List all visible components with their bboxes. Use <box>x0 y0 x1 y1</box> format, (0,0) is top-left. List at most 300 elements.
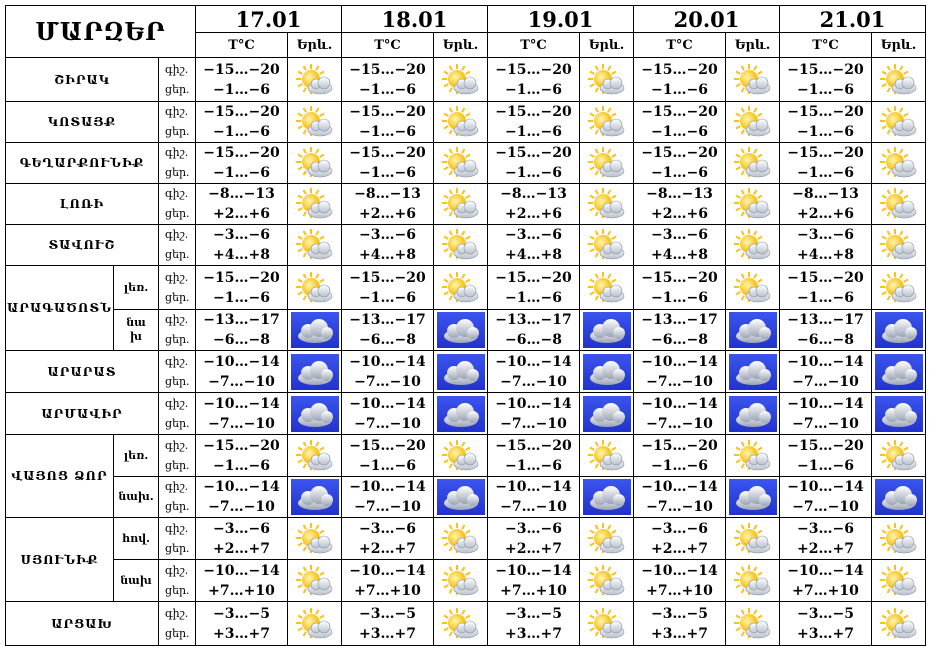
sun-cloud-icon <box>731 440 775 472</box>
temp-night: −13…−17 <box>641 312 718 328</box>
weather-cell <box>580 102 634 143</box>
temp-day: −7…−10 <box>792 415 859 432</box>
temperature-cell <box>634 58 726 102</box>
sun-cloud-icon <box>585 106 629 138</box>
regions-header: ՄԱՐԶԵՐ <box>6 6 196 58</box>
sun-cloud-icon <box>585 440 629 472</box>
region-row <box>6 58 926 102</box>
temperature-cell <box>488 602 580 646</box>
weather-cell <box>580 143 634 184</box>
region-name: ԳԵՂԱՐՔՈՒՆԻՔ <box>6 143 159 184</box>
temp-day: −1…−6 <box>651 165 708 181</box>
temperature-cell <box>488 351 580 393</box>
cloud-icon <box>729 396 777 432</box>
weather-cell <box>434 58 488 102</box>
temp-day: −1…−6 <box>213 124 270 140</box>
temp-day: −7…−10 <box>354 373 421 390</box>
weather-cell <box>726 266 780 310</box>
weather-cell <box>288 393 342 435</box>
day-night-labels <box>159 351 196 393</box>
temp-day: −1…−6 <box>213 289 270 306</box>
region-name: ԱՐՄԱՎԻՐ <box>6 393 159 435</box>
cloud-icon <box>875 312 923 348</box>
subregion-label: լեռ. <box>114 435 159 477</box>
temp-night: −3…−6 <box>797 227 854 243</box>
temperature-cell <box>488 477 580 518</box>
day-label: ցեր. <box>165 166 190 179</box>
temp-day: −7…−10 <box>792 373 859 390</box>
temp-day: −1…−6 <box>359 124 416 140</box>
region-name: ԼՈՌԻ <box>6 184 159 225</box>
temp-col-header: T°C <box>780 33 872 58</box>
weather-cell <box>580 184 634 225</box>
weather-cell <box>288 477 342 518</box>
weather-cell <box>872 266 926 310</box>
temp-night: −3…−6 <box>797 520 854 537</box>
temp-night: −3…−6 <box>505 520 562 537</box>
temp-day: −6…−8 <box>651 332 708 348</box>
temp-night: −3…−6 <box>651 520 708 537</box>
day-night-labels <box>159 435 196 477</box>
temperature-cell <box>780 310 872 351</box>
sun-cloud-icon <box>439 440 483 472</box>
weather-cell <box>288 266 342 310</box>
temperature-cell <box>342 310 434 351</box>
night-label: գիշ. <box>165 438 189 452</box>
temp-night: −8…−13 <box>792 186 859 202</box>
temp-day: +2…+7 <box>213 540 270 557</box>
temperature-cell <box>488 435 580 477</box>
weather-cell <box>726 393 780 435</box>
sun-cloud-icon <box>585 565 629 597</box>
temp-day: −1…−6 <box>359 289 416 306</box>
temperature-cell <box>196 266 288 310</box>
temp-night: −15…−20 <box>641 269 718 286</box>
cloud-icon <box>291 312 339 348</box>
region-name: ԱՐԱԳԱԾՈՏՆ <box>6 266 114 351</box>
sun-cloud-icon <box>293 147 337 179</box>
sun-cloud-icon <box>585 229 629 261</box>
temperature-cell <box>196 351 288 393</box>
temp-day: −1…−6 <box>797 81 854 98</box>
temp-night: −3…−6 <box>359 227 416 243</box>
temp-day: +2…+7 <box>651 540 708 557</box>
weather-cell <box>580 351 634 393</box>
date-header: 21.01 <box>780 6 926 33</box>
temp-night: −15…−20 <box>203 145 280 161</box>
day-night-labels <box>159 560 196 602</box>
temperature-cell <box>342 518 434 560</box>
temp-night: −10…−14 <box>349 353 426 370</box>
temperature-cell <box>342 393 434 435</box>
temperature-cell <box>196 225 288 266</box>
temperature-cell <box>196 58 288 102</box>
weather-cell <box>872 477 926 518</box>
sun-cloud-icon <box>731 565 775 597</box>
temp-day: −1…−6 <box>651 81 708 98</box>
temp-day: +4…+8 <box>651 247 708 263</box>
temp-day: −7…−10 <box>500 415 567 432</box>
sun-cloud-icon <box>293 272 337 304</box>
weather-cell <box>434 143 488 184</box>
temp-col-header: T°C <box>196 33 288 58</box>
weather-cell <box>872 393 926 435</box>
temp-day: +2…+7 <box>359 540 416 557</box>
temp-day: −7…−10 <box>646 373 713 390</box>
temp-night: −10…−14 <box>787 562 864 579</box>
temp-day: −1…−6 <box>797 289 854 306</box>
temp-night: −15…−20 <box>495 145 572 161</box>
temperature-cell <box>196 393 288 435</box>
temp-day: +4…+8 <box>213 247 270 263</box>
weather-cell <box>434 435 488 477</box>
temperature-cell <box>634 143 726 184</box>
cloud-icon <box>875 396 923 432</box>
temp-night: −3…−6 <box>505 227 562 243</box>
temp-night: −10…−14 <box>495 395 572 412</box>
day-night-labels <box>159 184 196 225</box>
temperature-cell <box>196 602 288 646</box>
sun-cloud-icon <box>439 565 483 597</box>
temp-night: −10…−14 <box>787 353 864 370</box>
night-label: գիշ. <box>165 270 189 284</box>
cloud-icon <box>291 354 339 390</box>
temp-day: −6…−8 <box>359 332 416 348</box>
weather-cell <box>434 518 488 560</box>
weather-cell <box>726 518 780 560</box>
temp-night: −15…−20 <box>787 104 864 120</box>
temp-day: +7…+10 <box>500 582 567 599</box>
weather-cell <box>288 225 342 266</box>
temperature-cell <box>342 102 434 143</box>
temp-night: −15…−20 <box>495 61 572 78</box>
weather-cell <box>726 143 780 184</box>
temperature-cell <box>196 477 288 518</box>
cloud-icon <box>729 312 777 348</box>
sun-cloud-icon <box>293 64 337 96</box>
temp-day: +3…+7 <box>213 625 270 642</box>
cloud-icon <box>583 479 631 515</box>
temp-day: −1…−6 <box>505 81 562 98</box>
temp-col-header: T°C <box>488 33 580 58</box>
temp-col-header: T°C <box>342 33 434 58</box>
day-label: ցեր. <box>165 416 190 430</box>
temperature-cell <box>780 393 872 435</box>
temperature-cell <box>780 560 872 602</box>
temp-night: −10…−14 <box>349 479 426 495</box>
weather-cell <box>288 560 342 602</box>
weather-cell <box>434 266 488 310</box>
sun-cloud-icon <box>731 523 775 555</box>
sun-cloud-icon <box>585 147 629 179</box>
temperature-cell <box>488 102 580 143</box>
temp-day: +4…+8 <box>505 247 562 263</box>
temp-night: −15…−20 <box>495 269 572 286</box>
temp-night: −10…−14 <box>787 395 864 412</box>
temp-night: −10…−14 <box>641 353 718 370</box>
day-label: ցեր. <box>165 583 190 597</box>
temp-night: −10…−14 <box>495 479 572 495</box>
weather-cell <box>580 518 634 560</box>
temp-col-header: T°C <box>634 33 726 58</box>
temp-night: −15…−20 <box>495 437 572 454</box>
temp-day: −1…−6 <box>359 457 416 474</box>
temp-day: −1…−6 <box>797 124 854 140</box>
sun-cloud-icon <box>731 147 775 179</box>
temp-day: −7…−10 <box>354 415 421 432</box>
temp-night: −15…−20 <box>641 145 718 161</box>
temperature-cell <box>634 184 726 225</box>
temp-day: −7…−10 <box>208 499 275 515</box>
day-label: ցեր. <box>165 626 190 640</box>
temp-night: −13…−17 <box>203 312 280 328</box>
sun-cloud-icon <box>293 229 337 261</box>
subregion-label: նախ <box>114 560 159 602</box>
day-label: ցեր. <box>165 541 190 555</box>
cloud-icon <box>729 479 777 515</box>
temperature-cell <box>488 184 580 225</box>
sun-cloud-icon <box>585 272 629 304</box>
temp-day: −7…−10 <box>500 499 567 515</box>
temp-day: +3…+7 <box>651 625 708 642</box>
cloud-icon <box>291 479 339 515</box>
weather-cell <box>726 310 780 351</box>
temp-night: −10…−14 <box>787 479 864 495</box>
weather-cell <box>580 310 634 351</box>
region-row <box>6 351 926 393</box>
temp-day: −7…−10 <box>208 373 275 390</box>
temperature-cell <box>780 102 872 143</box>
temperature-cell <box>488 143 580 184</box>
temperature-cell <box>780 518 872 560</box>
temp-day: +2…+6 <box>213 206 270 222</box>
temp-night: −10…−14 <box>641 479 718 495</box>
sun-cloud-icon <box>293 565 337 597</box>
cloud-icon <box>437 312 485 348</box>
day-label: ցեր. <box>165 248 190 261</box>
temperature-cell <box>488 518 580 560</box>
weather-cell <box>726 602 780 646</box>
temperature-cell <box>780 58 872 102</box>
forecast-table <box>5 5 926 646</box>
night-label: գիշ. <box>165 313 189 326</box>
weather-cell <box>726 225 780 266</box>
temp-night: −15…−20 <box>349 104 426 120</box>
sun-cloud-icon <box>877 272 921 304</box>
temperature-cell <box>342 225 434 266</box>
temperature-cell <box>488 58 580 102</box>
day-night-labels <box>159 518 196 560</box>
sun-cloud-icon <box>877 608 921 640</box>
temperature-cell <box>634 225 726 266</box>
temp-day: +7…+10 <box>208 582 275 599</box>
temperature-cell <box>342 477 434 518</box>
sun-cloud-icon <box>877 523 921 555</box>
weather-cell <box>434 102 488 143</box>
weather-cell <box>434 184 488 225</box>
temp-night: −15…−20 <box>349 437 426 454</box>
sun-cloud-icon <box>439 188 483 220</box>
night-label: գիշ. <box>165 521 189 535</box>
subregion-label: նախ. <box>114 477 159 518</box>
temp-night: −15…−20 <box>349 145 426 161</box>
weather-cell <box>434 477 488 518</box>
subregion-label: նա խ <box>114 310 159 351</box>
cloud-icon <box>291 396 339 432</box>
temperature-cell <box>196 435 288 477</box>
sun-cloud-icon <box>439 608 483 640</box>
temperature-cell <box>196 184 288 225</box>
temperature-cell <box>196 518 288 560</box>
sun-cloud-icon <box>731 229 775 261</box>
weather-cell <box>726 477 780 518</box>
region-row <box>6 560 926 602</box>
sun-cloud-icon <box>731 106 775 138</box>
temperature-cell <box>634 435 726 477</box>
sun-cloud-icon <box>439 147 483 179</box>
day-night-labels <box>159 58 196 102</box>
temperature-cell <box>342 184 434 225</box>
temp-day: +2…+7 <box>797 540 854 557</box>
day-night-labels <box>159 266 196 310</box>
temp-night: −10…−14 <box>203 395 280 412</box>
temperature-cell <box>342 435 434 477</box>
region-name: ՎԱՅՈՑ ՁՈՐ <box>6 435 114 518</box>
temperature-cell <box>634 266 726 310</box>
temp-night: −10…−14 <box>349 562 426 579</box>
weather-cell <box>434 310 488 351</box>
weather-cell <box>288 102 342 143</box>
temp-day: +4…+8 <box>359 247 416 263</box>
weather-cell <box>434 393 488 435</box>
weather-cell <box>726 184 780 225</box>
region-name: ԱՐՑԱԽ <box>6 602 159 646</box>
temp-night: −15…−20 <box>203 61 280 78</box>
weather-cell <box>872 310 926 351</box>
date-header: 17.01 <box>196 6 342 33</box>
region-name: ՇԻՐԱԿ <box>6 58 159 102</box>
temp-night: −15…−20 <box>349 61 426 78</box>
temp-day: +2…+6 <box>797 206 854 222</box>
weather-cell <box>580 477 634 518</box>
temp-night: −3…−6 <box>213 227 270 243</box>
temp-day: −1…−6 <box>505 289 562 306</box>
weather-cell <box>872 351 926 393</box>
temp-day: +3…+7 <box>797 625 854 642</box>
cloud-icon <box>437 396 485 432</box>
temp-night: −15…−20 <box>203 269 280 286</box>
temp-night: −15…−20 <box>495 104 572 120</box>
temperature-cell <box>488 560 580 602</box>
weather-cell <box>434 225 488 266</box>
temp-night: −13…−17 <box>349 312 426 328</box>
region-name: ՍՅՈՒՆԻՔ <box>6 518 114 602</box>
temp-night: −10…−14 <box>203 479 280 495</box>
weather-col-header: Երև. <box>872 33 926 58</box>
temperature-cell <box>342 143 434 184</box>
night-label: գիշ. <box>165 480 189 493</box>
weather-cell <box>872 143 926 184</box>
temperature-cell <box>342 602 434 646</box>
temp-day: +2…+7 <box>505 540 562 557</box>
temp-day: −1…−6 <box>505 165 562 181</box>
temperature-cell <box>780 143 872 184</box>
temp-night: −13…−17 <box>495 312 572 328</box>
weather-col-header: Երև. <box>288 33 342 58</box>
temp-night: −8…−13 <box>646 186 713 202</box>
day-label: ցեր. <box>165 458 190 472</box>
sun-cloud-icon <box>293 523 337 555</box>
day-night-labels <box>159 225 196 266</box>
temp-night: −10…−14 <box>495 562 572 579</box>
temp-day: −1…−6 <box>797 165 854 181</box>
temperature-cell <box>780 602 872 646</box>
weather-cell <box>288 602 342 646</box>
temperature-cell <box>634 602 726 646</box>
night-label: գիշ. <box>165 228 189 241</box>
region-row <box>6 184 926 225</box>
temp-day: −7…−10 <box>354 499 421 515</box>
sun-cloud-icon <box>439 272 483 304</box>
temp-day: +4…+8 <box>797 247 854 263</box>
temp-day: +3…+7 <box>505 625 562 642</box>
sun-cloud-icon <box>877 64 921 96</box>
weather-cell <box>288 435 342 477</box>
day-label: ցեր. <box>165 82 190 96</box>
temp-night: −10…−14 <box>203 562 280 579</box>
temp-night: −8…−13 <box>354 186 421 202</box>
night-label: գիշ. <box>165 146 189 159</box>
temp-night: −3…−5 <box>651 605 708 622</box>
temp-night: −10…−14 <box>641 562 718 579</box>
temp-night: −3…−6 <box>651 227 708 243</box>
temp-day: −1…−6 <box>359 165 416 181</box>
temp-night: −13…−17 <box>787 312 864 328</box>
temp-night: −10…−14 <box>641 395 718 412</box>
night-label: գիշ. <box>165 563 189 577</box>
weather-cell <box>726 58 780 102</box>
night-label: գիշ. <box>165 396 189 410</box>
sun-cloud-icon <box>731 272 775 304</box>
weather-cell <box>872 435 926 477</box>
weather-cell <box>288 58 342 102</box>
temp-day: −7…−10 <box>646 415 713 432</box>
sun-cloud-icon <box>731 608 775 640</box>
region-row <box>6 225 926 266</box>
temperature-cell <box>780 266 872 310</box>
temperature-cell <box>634 310 726 351</box>
cloud-icon <box>875 479 923 515</box>
temperature-cell <box>780 435 872 477</box>
day-night-labels <box>159 310 196 351</box>
weather-cell <box>872 102 926 143</box>
temp-night: −15…−20 <box>787 269 864 286</box>
weather-cell <box>580 393 634 435</box>
temp-day: −7…−10 <box>500 373 567 390</box>
day-label: ցեր. <box>165 500 190 513</box>
weather-col-header: Երև. <box>434 33 488 58</box>
temp-day: +7…+10 <box>792 582 859 599</box>
night-label: գիշ. <box>165 105 189 118</box>
region-row <box>6 310 926 351</box>
cloud-icon <box>583 354 631 390</box>
sun-cloud-icon <box>731 188 775 220</box>
sun-cloud-icon <box>439 229 483 261</box>
temperature-cell <box>634 351 726 393</box>
temperature-cell <box>634 477 726 518</box>
temp-day: +3…+7 <box>359 625 416 642</box>
temperature-cell <box>342 351 434 393</box>
